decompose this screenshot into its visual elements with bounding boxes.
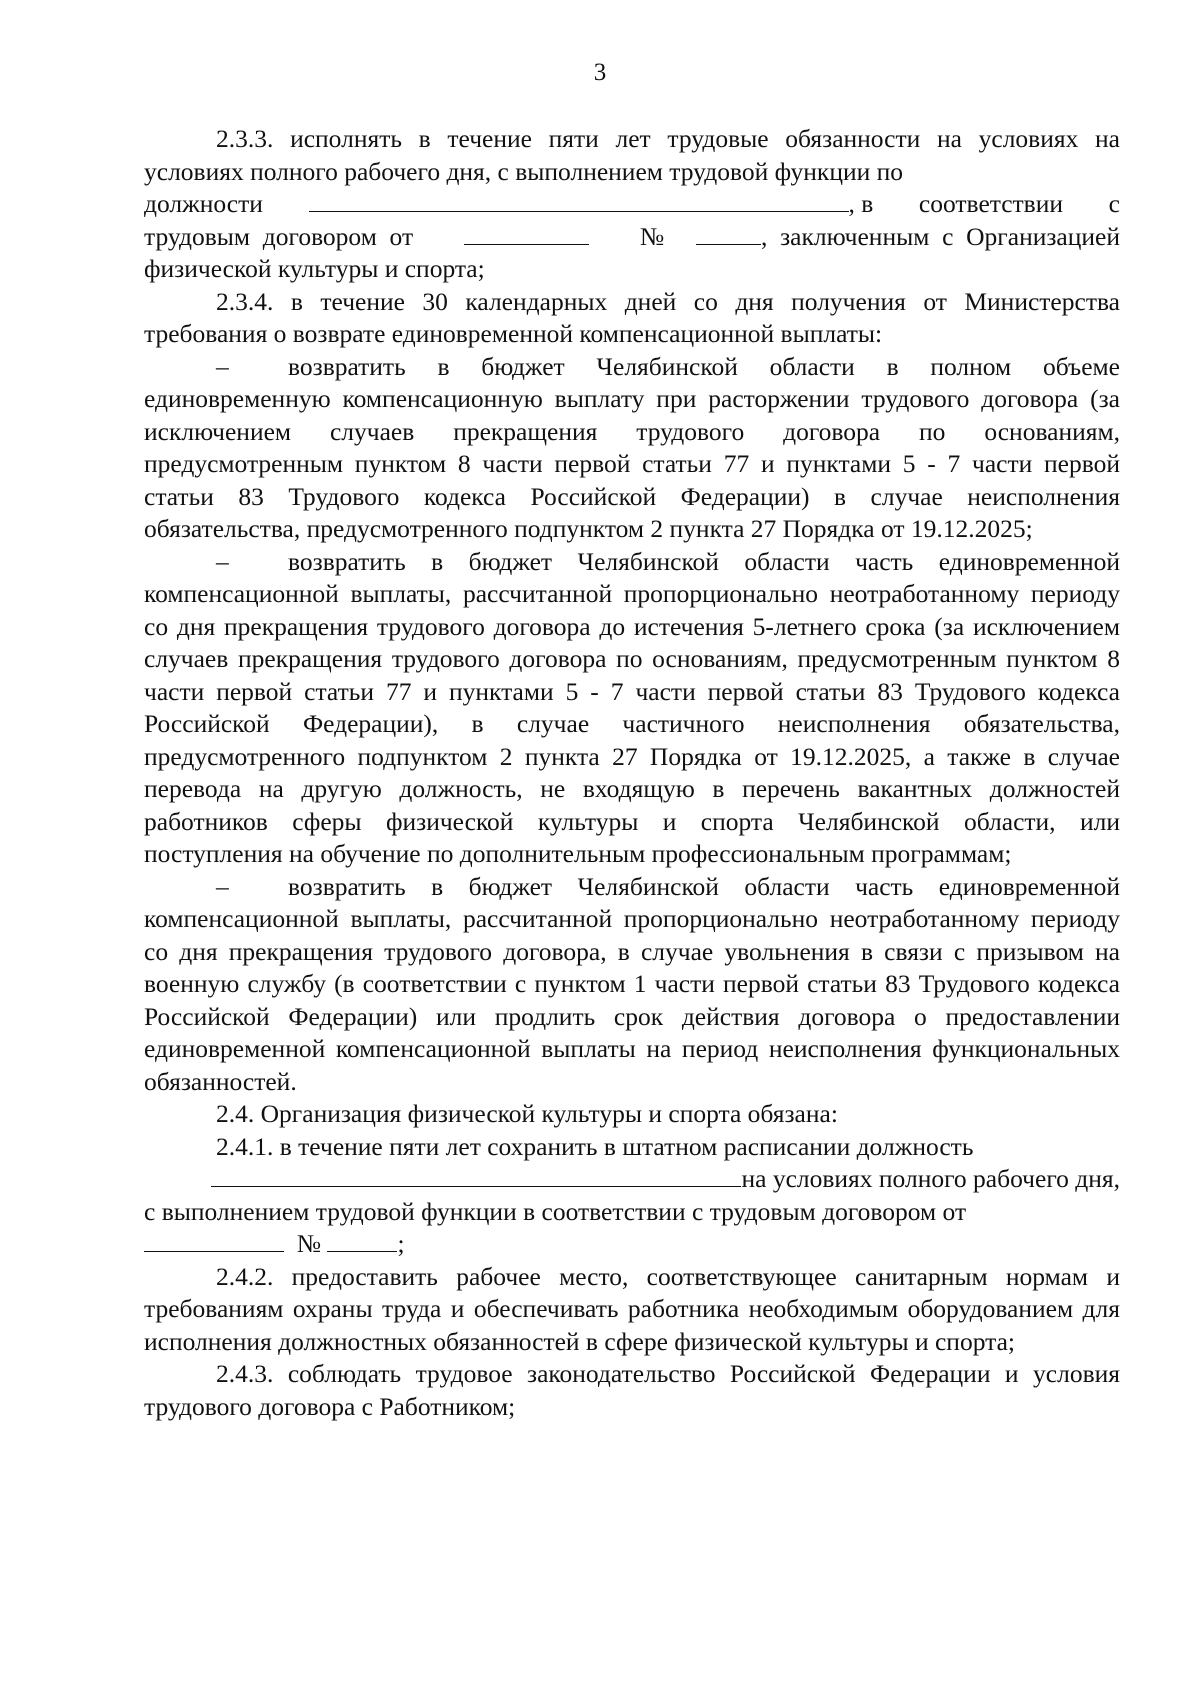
clause-2-4-3: 2.4.3. соблюдать трудовое законодательство Российской Федерации и условия трудового договора с Работником; bbox=[144, 1359, 1120, 1421]
clause-2-3-3-line1: 2.3.3. исполнять в течение пяти лет трудовые обязанности на условиях на условиях полного рабочего дня, с выполнением трудовой функции по bbox=[144, 124, 1120, 186]
page-number: 3 bbox=[593, 59, 607, 86]
document-body bbox=[144, 123, 1120, 1423]
clause-2-4-2: 2.4.2. предоставить рабочее место, соответствующее санитарным нормам и требованиям охраны труда и обеспечивать работника необходимым оборудованием для исполнения должностных обязанностей в сфере физической культуры и спорта; bbox=[144, 1261, 1120, 1356]
comma-v-text: , в bbox=[848, 189, 874, 218]
contract-date-blank-field[interactable] bbox=[464, 222, 589, 245]
clause-2-3-3-position-row bbox=[144, 188, 1120, 221]
clause-2-4-1-end: ; bbox=[397, 1229, 405, 1258]
contract-from-label: трудовым договором от bbox=[144, 221, 414, 251]
dash-item-3-text: возвратить в бюджет Челябинской области часть единовременной компенсационной выплаты, рассчитанной пропорционально неотработанному периоду со дня прекращения трудового договора, в случае увольнения в связи с призывом на военную службу (в соответствии с пунктом 1 части первой статьи 83 Трудового кодекса Российской Федерации) или продлить срок действия договора о предоставлении единовременной компенсационной выплаты на период неисполнения функциональных обязанностей. bbox=[144, 871, 1120, 1096]
position-blank-field[interactable] bbox=[309, 189, 849, 212]
dash-item-2 bbox=[144, 546, 1120, 871]
dash-bullet: – bbox=[216, 351, 229, 381]
contract-date-blank-field-2[interactable] bbox=[144, 1229, 284, 1252]
dash-bullet: – bbox=[216, 546, 229, 576]
clause-2-4-1-line3: с выполнением трудовой функции в соответствии с трудовым договором от bbox=[144, 1196, 967, 1226]
clause-2-4-1-line2 bbox=[144, 1163, 1120, 1196]
dash-bullet: – bbox=[216, 871, 229, 901]
dash-item-1-text: возвратить в бюджет Челябинской области в полном объеме единовременную компенсационную выплату при расторжении трудового договора (за исключением случаев прекращения трудового договора по основаниям, предусмотренным пунктом 8 части первой статьи 77 и пунктами 5 - 7 части первой статьи 83 Трудового кодекса Российской Федерации) в случае неисполнения обязательства, предусмотренного подпунктом 2 пункта 27 Порядка от 19.12.2025; bbox=[144, 351, 1120, 543]
number-sign: № bbox=[639, 221, 671, 251]
clause-2-4: 2.4. Организация физической культуры и спорта обязана: bbox=[216, 1099, 838, 1128]
dash-item-3 bbox=[144, 871, 1120, 1099]
staff-position-blank-field[interactable] bbox=[211, 1164, 741, 1187]
contract-number-blank-field-2[interactable] bbox=[327, 1229, 397, 1252]
clause-2-4-1-line2-tail: на условиях полного рабочего дня, bbox=[741, 1164, 1120, 1193]
contract-number-blank-field[interactable] bbox=[696, 222, 761, 245]
dash-item-2-text: возвратить в бюджет Челябинской области часть единовременной компенсационной выплаты, рассчитанной пропорционально неотработанному периоду со дня прекращения трудового договора до истечения 5-летнего срока (за исключением случаев прекращения трудового договора по основаниям, предусмотренным пунктом 8 части первой статьи 77 и пунктами 5 - 7 части первой статьи 83 Трудового кодекса Российской Федерации), в случае частичного неисполнения обязательства, предусмотренного подпунктом 2 пункта 27 Порядка от 19.12.2025, а также в случае перевода на другую должность, не входящую в перечень вакантных должностей работников сферы физической культуры и спорта Челябинской области, или поступления на обучение по дополнительным профессиональным программам; bbox=[144, 546, 1120, 868]
number-sign-2: № bbox=[296, 1229, 322, 1258]
position-label: должности bbox=[144, 189, 263, 218]
clause-2-4-1-line1: 2.4.1. в течение пяти лет сохранить в штатном расписании должность bbox=[216, 1131, 974, 1161]
dash-item-1 bbox=[144, 351, 1120, 546]
clause-2-3-4: 2.3.4. в течение 30 календарных дней со дня получения от Министерства требования о возврате единовременной компенсационной выплаты: bbox=[144, 286, 1120, 348]
sootv-word: соответствии bbox=[918, 189, 1064, 218]
clause-2-3-3 bbox=[144, 123, 1120, 188]
s-word: с bbox=[1108, 189, 1120, 218]
clause-2-3-3-tail: , заключенным с Организацией физической культуры и спорта; bbox=[144, 221, 1121, 283]
clause-2-4-1-line4 bbox=[144, 1228, 1120, 1261]
clause-2-3-3-contract-line bbox=[144, 221, 1120, 286]
